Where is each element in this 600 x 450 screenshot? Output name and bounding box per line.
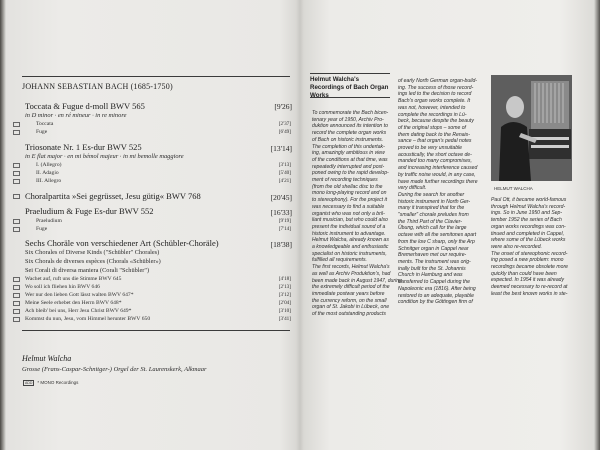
performer-name: Helmut Walcha <box>22 354 72 363</box>
movement-duration: [7'14] <box>278 226 291 232</box>
header-rule-top <box>310 73 390 74</box>
movement: I. (Allegro) <box>36 162 62 168</box>
track-number-box <box>13 219 20 224</box>
essay-line: historic instrument in North Ger- <box>398 198 471 205</box>
essay-line: where some of the Lübeck works <box>491 237 566 244</box>
essay-line: To commemorate the Bach bicen- <box>312 110 389 116</box>
movement-duration: [2'04] <box>278 300 291 306</box>
essay-line: was not, however, intended to <box>398 104 466 111</box>
movement-duration: [2'13] <box>278 284 291 290</box>
essay-line: a knowledgeable and enthusiastic <box>312 244 389 251</box>
essay-line: tember 1952 the series of Bach <box>491 217 562 224</box>
essay-line: and increasing interference caused <box>398 165 478 172</box>
essay-line: them dating back to the Renais- <box>398 131 470 138</box>
work-subtitle: Six Chorals de diverses espèces (Chorals «Schübler») <box>25 258 161 265</box>
work-duration: [13'14] <box>270 144 292 153</box>
essay-line: ments. The instrument was orig- <box>398 258 471 265</box>
essay-line: transferred to Cappel during the <box>398 279 470 286</box>
work-title: Choralpartita »Sei gegrüsset, Jesu gütig« BWV 768 <box>25 191 201 201</box>
essay-line: condition by the Göttingen firm of <box>398 299 473 306</box>
mono-note: * MONO Recordings <box>37 380 79 385</box>
essay-line: Übung, which call for the large <box>398 225 467 232</box>
movement-duration: [3'13] <box>278 162 291 168</box>
organ-credit: Grosse (Frans-Caspar-Schnitger-) Orgel der St. Laurenskerk, Alkmaar <box>22 366 207 373</box>
essay-line: During the search for another <box>398 191 465 198</box>
essay-line: Schnitger organ in Cappel near <box>398 245 469 252</box>
essay-line: liant musician, but who could also <box>312 217 388 224</box>
essay-line: recordings became obsolete more <box>491 264 569 271</box>
essay-column-3 <box>491 197 568 298</box>
recording-note <box>23 380 78 386</box>
work-duration: [18'38] <box>270 240 292 249</box>
essay-line: octave with all the semitones apart <box>398 232 477 239</box>
track-number-box <box>13 317 20 322</box>
essay-line: manded too many compromises, <box>398 158 472 165</box>
movement-duration: [4'21] <box>278 178 291 184</box>
track-number-box <box>13 130 20 135</box>
ddd-badge: ADD <box>25 381 33 385</box>
essay-line: least the best known works in ste- <box>491 290 568 297</box>
work-duration: [16'33] <box>270 208 292 217</box>
essay-line: beck, because despite the beauty <box>398 118 474 125</box>
essay-line: mono long-playing record and on <box>312 190 387 197</box>
essay-line: immediate postwar years before <box>312 290 385 297</box>
essay-line: tinued and completed in Cappel, <box>491 230 565 237</box>
essay-line: organ of St. Jakobi in Lübeck, one <box>312 304 390 311</box>
movement-duration: [9'19] <box>278 218 291 224</box>
track-number-box <box>13 179 20 184</box>
essay-line: of the original stops – some of <box>398 124 466 131</box>
movement-duration: [2'37] <box>278 121 291 127</box>
work-subtitle: in E flat major · en mi bémol majeur · in mi bemolle maggiore <box>25 153 184 160</box>
essay-line: (from the old shellac disc to the <box>312 183 383 190</box>
organist-photo-illustration <box>491 75 572 181</box>
essay-line: The first records, Helmut Walcha's <box>312 264 390 271</box>
essay-column-1 <box>312 110 402 318</box>
essay-line: Paul Ott, it became world-famous <box>491 197 567 203</box>
essay-line: complete the recordings in Lü- <box>398 111 467 118</box>
essay-line: record the complete organ works <box>312 130 387 137</box>
track-number-box <box>13 122 20 127</box>
movement: Wer nur den lieben Gott lässt walten BWV 647* <box>25 292 134 298</box>
essay-line: very difficult. <box>398 185 427 192</box>
essay-line: tenary year of 1950, Archiv Pro- <box>312 116 384 123</box>
essay-heading: Helmut Walcha's Recordings of Bach Organ Works <box>310 76 389 99</box>
essay-line: deemed necessary to re-record at <box>491 284 568 291</box>
movement: Ach bleib' bei uns, Herr Jesu Christ BWV 649* <box>25 308 132 314</box>
work-title: Toccata & Fugue d-moll BWV 565 <box>25 101 145 111</box>
essay-line: was necessary to find a suitable <box>312 203 385 210</box>
movement-duration: [4'18] <box>278 276 291 282</box>
work-title: Triosonate Nr. 1 Es-dur BWV 525 <box>25 142 142 152</box>
essay-line: fulfilled all requirements. <box>312 257 367 264</box>
top-rule <box>22 76 290 77</box>
bottom-rule <box>22 330 290 331</box>
essay-line: ing, amazingly ambitious in view <box>312 150 385 157</box>
essay-line: ings led to the decision to record <box>398 91 472 98</box>
essay-line: ings. So in June 1950 and Sep- <box>491 210 563 217</box>
essay-line: ing posed a new problem: mono <box>491 257 564 264</box>
track-number-box <box>13 163 20 168</box>
essay-line: the currency reform, on the small <box>312 297 387 304</box>
essay-line: of the most outstanding products <box>312 311 386 318</box>
track-number-box <box>13 227 20 232</box>
essay-line: Bremerhaven met our require- <box>398 252 467 259</box>
movement: Wachet auf, ruft uns die Stimme BWV 645 <box>25 276 122 282</box>
essay-line: restored to an adequate, playable <box>398 292 474 299</box>
track-number-box <box>13 171 20 176</box>
essay-line: quickly than could have been <box>491 270 557 277</box>
essay-line: of early North German organ-build- <box>398 78 477 84</box>
track-number-box <box>13 285 20 290</box>
essay-line: of Bach on historic instruments. <box>312 136 384 143</box>
essay-line: poned owing to the rapid develop- <box>312 170 389 177</box>
work-title: Sechs Choräle von verschiedener Art (Schübler-Choräle) <box>25 238 219 248</box>
essay-line: to stereophony). For the project it <box>312 197 388 204</box>
movement-duration: [5'40] <box>278 170 291 176</box>
work-subtitle: in D minor · en ré mineur · in re minore <box>25 112 127 119</box>
movement: Fuge <box>36 226 48 232</box>
essay-line: organ works recordings was con- <box>491 223 566 230</box>
walcha-photo <box>491 75 572 181</box>
work-subtitle: Sei Corali di diversa maniera (Corali "Schübler") <box>25 267 150 274</box>
essay-line: from the low C sharp, only the Arp <box>398 238 475 245</box>
essay-line: sance – that organ's pedal notes <box>398 138 472 145</box>
essay-line: many it transpired that for the <box>398 205 465 212</box>
track-number-box <box>13 301 20 306</box>
track-number-box <box>13 309 20 314</box>
essay-line: "smaller" chorale preludes from <box>398 212 469 219</box>
essay-column-2 <box>398 78 478 306</box>
movement-duration: [6'49] <box>278 129 291 135</box>
essay-line: were also re-recorded. <box>491 243 542 250</box>
essay-line: been made back in August 1947, during <box>312 277 402 284</box>
track-number-box <box>13 194 20 199</box>
essay-line: of the conditions at that time, was <box>312 156 388 163</box>
essay-line: Church in Hamburg and was <box>398 272 463 279</box>
work-duration: [9'26] <box>274 102 292 111</box>
essay-line: Bach's organ works complete. It <box>398 98 471 105</box>
movement: Wo soll ich fliehen hin BWV 646 <box>25 284 100 290</box>
movement: Meine Seele erhebet den Herrn BWV 648* <box>25 300 122 306</box>
essay-line: duktion announced its intention to <box>312 123 388 130</box>
essay-line: The completion of this undertak- <box>312 143 385 150</box>
essay-line: inally built for the St. Johannis <box>398 265 466 272</box>
work-duration: [20'45] <box>270 193 292 202</box>
essay-line: repeatedly interrupted and post- <box>312 163 385 170</box>
essay-line: ment of recording techniques <box>312 177 378 184</box>
essay-line: by traffic noise would, in any case, <box>398 171 476 178</box>
essay-line: expected. In 1954 it was already <box>491 277 565 284</box>
essay-line: organist who was not only a bril- <box>312 210 385 217</box>
movement-duration: [3'41] <box>278 316 291 322</box>
track-number-box <box>13 293 20 298</box>
movement: Praeludium <box>36 218 62 224</box>
essay-line: Napoleonic era (1816). After being <box>398 285 476 292</box>
essay-line: the extremely difficult period of the <box>312 284 390 291</box>
essay-line: proved to be very unsuitable <box>398 145 462 152</box>
track-number-box <box>13 277 20 282</box>
essay-line: specialist on historic instruments, <box>312 250 387 257</box>
work-subtitle: Six Chorales of Diverse Kinds ("Schübler" Chorales) <box>25 249 160 256</box>
essay-line: through Helmut Walcha's record- <box>491 203 566 210</box>
essay-line: The onset of stereophonic record- <box>491 250 568 257</box>
essay-line: the Third Part of the Clavier- <box>398 218 462 225</box>
movement-duration: [3'10] <box>278 308 291 314</box>
movement: Fuge <box>36 129 48 135</box>
essay-line: present the individual sound of a <box>312 223 386 230</box>
header-rule-bottom <box>310 97 390 98</box>
essay-line: historic instrument to advantage. <box>312 230 386 237</box>
movement: II. Adagio <box>36 170 59 176</box>
essay-line: have made further recordings there <box>398 178 478 185</box>
composer-heading: JOHANN SEBASTIAN BACH (1685-1750) <box>22 82 173 91</box>
essay-line: ing. The success of those record- <box>398 84 474 91</box>
work-title: Praeludium & Fuge Es-dur BWV 552 <box>25 206 154 216</box>
essay-line: acoustically, the short octave de- <box>398 151 472 158</box>
essay-line: as well as Archiv Produktion's, had <box>312 270 391 277</box>
photo-caption: HELMUT WALCHA <box>494 186 533 191</box>
movement: Kommst du nun, Jesu, vom Himmel herunter BWV 650 <box>25 316 151 322</box>
movement-duration: [3'12] <box>278 292 291 298</box>
movement: Toccata <box>36 121 54 127</box>
movement: III. Allegro <box>36 178 62 184</box>
essay-line: Helmut Walcha, already known as <box>312 237 389 244</box>
